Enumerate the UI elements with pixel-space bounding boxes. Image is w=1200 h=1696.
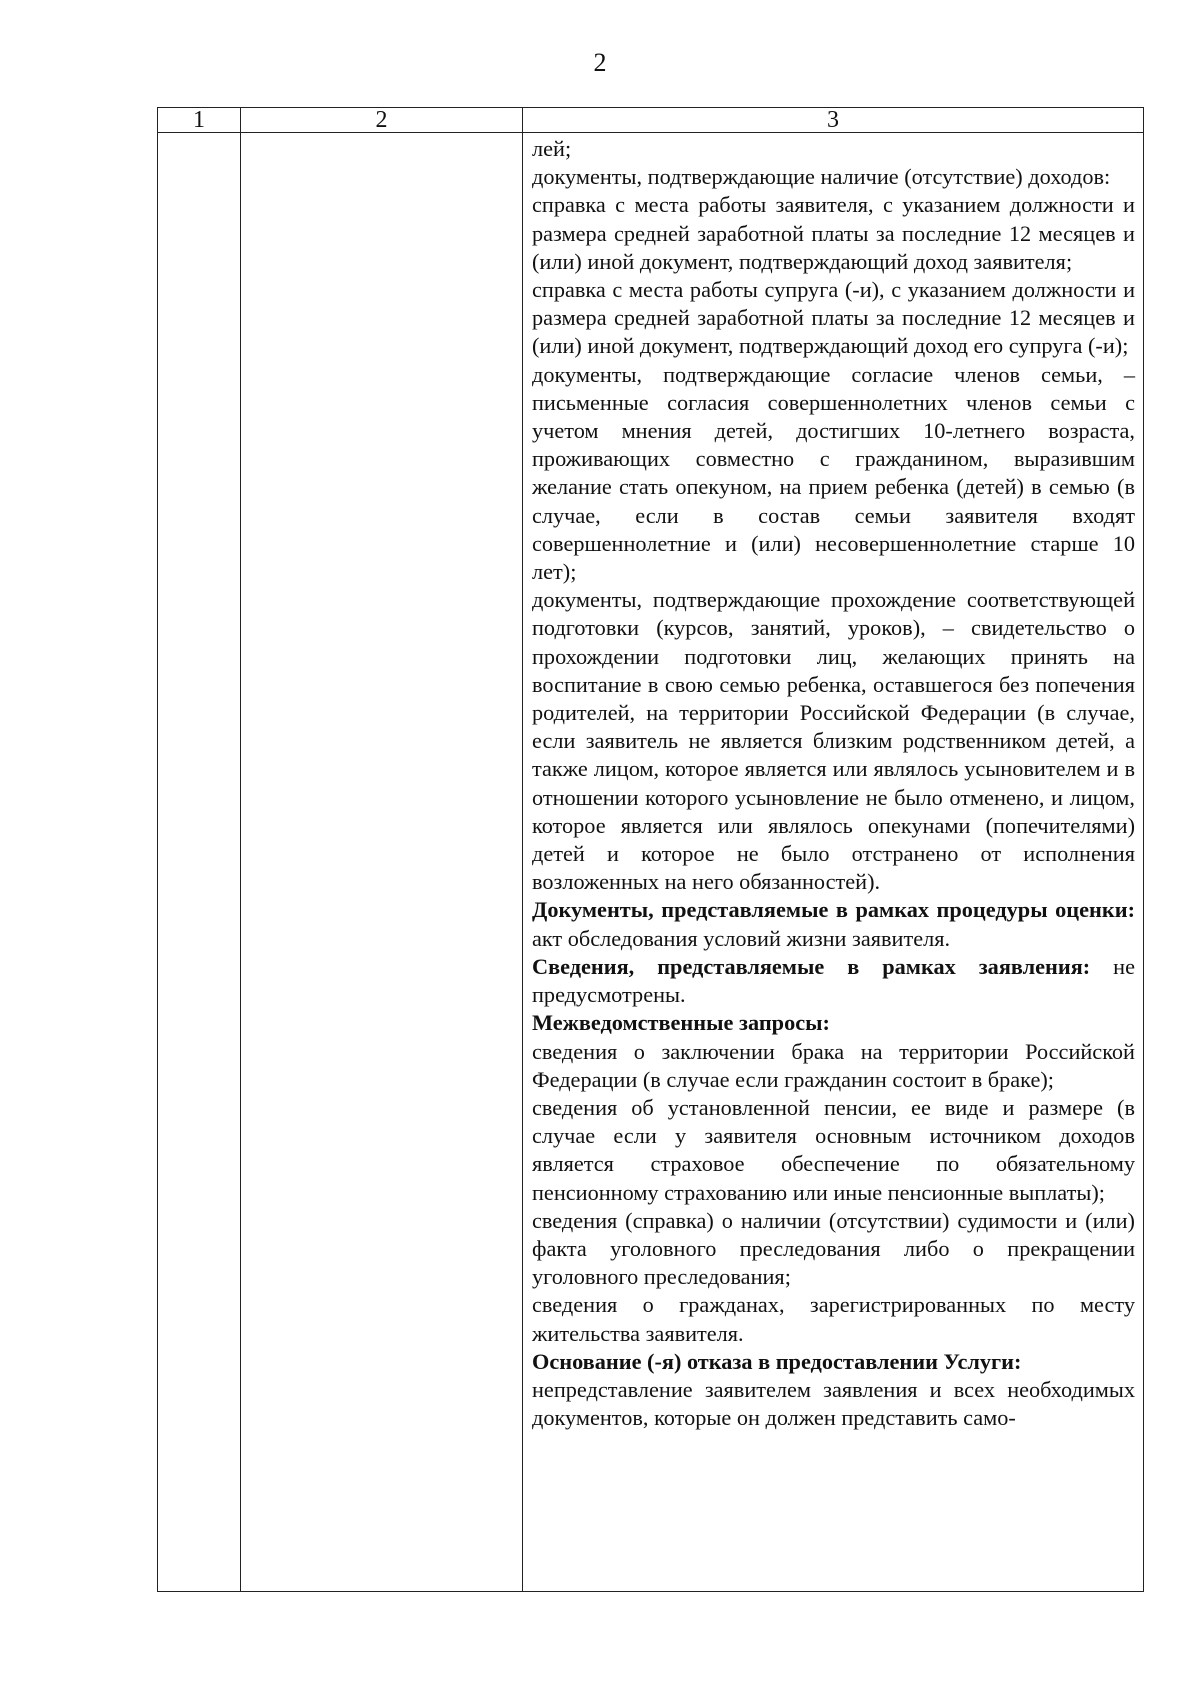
paragraph-13: сведения о гражданах, зарегистрированных по месту жительства заявителя.: [532, 1292, 1135, 1346]
paragraph-10: сведения о заключении брака на территории Российской Федерации (в случае если гражданин состоит в браке);: [532, 1038, 1135, 1092]
page-number: 2: [593, 48, 607, 77]
paragraph-3: справка с места работы заявителя, с указанием должности и размера средней заработной платы за последние 12 месяцев и (или) иной документ, подтверждающий доход заявителя;: [532, 192, 1135, 274]
column-header-3: 3: [523, 108, 1144, 133]
paragraph-9: [532, 1009, 1135, 1037]
table-body-row: [158, 133, 1144, 1592]
cell-col-2: [241, 133, 523, 1592]
cell-col-3: [523, 133, 1144, 1592]
bold-heading: Межведомственные запросы:: [532, 1010, 830, 1036]
paragraph-2: документы, подтверждающие наличие (отсутствие) доходов:: [532, 164, 1111, 190]
cell-col-1: [158, 133, 241, 1592]
paragraph-1: лей;: [532, 136, 572, 161]
paragraph-15: непредставление заявителем заявления и всех необходимых документов, которые он должен представить само-: [532, 1376, 1135, 1431]
paragraph-5: документы, подтверждающие согласие членов семьи, – письменные согласия совершеннолетних членов семьи с учетом мнения детей, достигших 10-летнего возраста, проживающих совместно с гражданином, выразившим желание стать опекуном, на прием ребенка (детей) в семью (в случае, если в состав семьи заявителя входят совершеннолетние и (или) несовершеннолетние старше 10 лет);: [532, 361, 1135, 585]
column-header-2: 2: [241, 108, 523, 133]
paragraph-12: сведения (справка) о наличии (отсутствии) судимости и (или) факта уголовного преследования либо о прекращении уголовного преследования;: [532, 1207, 1135, 1290]
document-table: [157, 107, 1144, 1592]
paragraph-6: документы, подтверждающие прохождение соответствующей подготовки (курсов, занятий, уроков), – свидетельство о прохождении подготовки лиц, желающих принять на воспитание в свою семью ребенка, оставшегося без попечения родителей, на территории Российской Федерации (в случае, если заявитель не является близким родственником детей, а также лицом, которое является или являлось усыновителем и в отношении которого усыновление не было отменено, и лицом, которое является или являлось опекунами (попечителями) детей и которое не было отстранено от исполнения возложенных на него обязанностей).: [532, 587, 1135, 895]
paragraph-4: справка с места работы супруга (-и), с указанием должности и размера средней заработной платы за последние 12 месяцев и (или) иной документ, подтверждающий доход его супруга (-и);: [532, 277, 1135, 359]
paragraph-14: [532, 1348, 1135, 1376]
bold-heading: Основание (-я) отказа в предоставлении Услуги:: [532, 1348, 1022, 1374]
paragraph-11: сведения об установленной пенсии, ее виде и размере (в случае если у заявителя основным источником доходов является страховое обеспечение по обязательному пенсионному страхованию или иные пенсионные выплаты);: [532, 1094, 1135, 1205]
paragraph-8: Сведения, представляемые в рамках заявления: не предусмотрены.: [532, 953, 1136, 1008]
bold-heading: Документы, представляемые в рамках процедуры оценки:: [532, 897, 1135, 923]
table-header-row: [158, 108, 1144, 133]
column-header-1: 1: [158, 108, 241, 133]
paragraph-7: Документы, представляемые в рамках процедуры оценки: акт обследования условий жизни заявителя.: [532, 897, 1135, 951]
bold-heading: Сведения, представляемые в рамках заявления:: [532, 953, 1091, 979]
